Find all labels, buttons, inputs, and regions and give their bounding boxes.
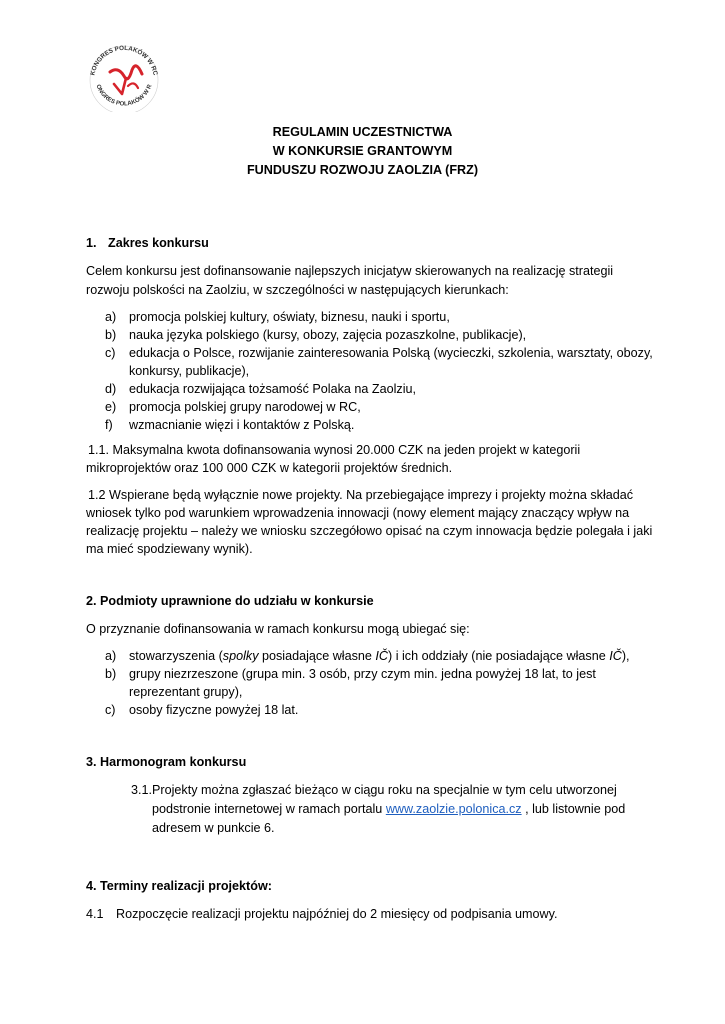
logo-ring-bottom-text: ONGRES POLAKÓW W R — [94, 83, 154, 108]
kongres-logo — [80, 40, 170, 112]
item-a-italic-1: spolky — [222, 649, 259, 663]
list-item-label: a) — [105, 649, 117, 663]
list-item-continuation: reprezentant grupy), — [129, 685, 243, 699]
title-line-3: FUNDUSZU ROZWOJU ZAOLZIA (FRZ) — [246, 163, 479, 177]
paragraph-4-1-number: 4.1 — [86, 907, 104, 921]
list-item-label: c) — [105, 346, 116, 360]
item-a-text-1: stowarzyszenia ( — [129, 649, 223, 663]
section-2-intro: O przyznanie dofinansowania w ramach konkursu mogą ubiegać się: — [86, 622, 470, 636]
paragraph-1-2-line-4: ma mieć spodziewany wynik). — [86, 542, 253, 556]
title-line-1: REGULAMIN UCZESTNICTWA — [272, 125, 453, 139]
section-1-intro-line-2: rozwoju polskości na Zaolziu, w szczególności w następujących kierunkach: — [86, 283, 509, 297]
paragraph-3-1-line-2 — [152, 800, 625, 819]
section-2-heading: 2. Podmioty uprawnione do udziału w konkursie — [86, 594, 374, 608]
paragraph-1-2-line-2: wniosek tylko pod warunkiem wprowadzenia innowacji (nowy element mający znaczący wpływ na — [86, 506, 630, 520]
list-item: nauka języka polskiego (kursy, obozy, zajęcia pozaszkolne, publikacje), — [129, 328, 527, 342]
list-item-label: e) — [105, 400, 117, 414]
list-item-label: c) — [105, 703, 116, 717]
section-1-intro-line-1: Celem konkursu jest dofinansowanie najlepszych inicjatyw skierowanych na realizację strategii — [86, 264, 614, 278]
list-item: promocja polskiej kultury, oświaty, biznesu, nauki i sportu, — [129, 310, 450, 324]
title-line-2: W KONKURSIE GRANTOWYM — [272, 144, 453, 158]
paragraph-1-1-line-2: mikroprojektów oraz 100 000 CZK w kategorii projektów średnich. — [86, 461, 453, 475]
item-a-italic-3: IČ — [609, 649, 622, 663]
list-item-continuation: konkursy, publikacje), — [129, 364, 250, 378]
paragraph-3-1-number: 3.1. — [131, 783, 153, 797]
list-item-label: b) — [105, 328, 117, 342]
section-1-number: 1. — [86, 236, 97, 250]
list-item — [129, 647, 630, 666]
list-item: promocja polskiej grupy narodowej w RC, — [129, 400, 361, 414]
list-item-label: d) — [105, 382, 117, 396]
logo-ring-top-text: KONGRES POLAKÓW W RC — [89, 44, 159, 77]
paragraph-1-2-line-1: 1.2 Wspierane będą wyłącznie nowe projekty. Na przebiegające imprezy i projekty można składać — [88, 488, 634, 502]
item-a-text-4: ), — [621, 649, 630, 663]
section-1-heading: Zakres konkursu — [108, 236, 209, 250]
list-item: osoby fizyczne powyżej 18 lat. — [129, 703, 299, 717]
line-2-text-end: , lub listownie pod — [521, 802, 626, 816]
list-item: wzmacnianie więzi i kontaktów z Polską. — [129, 418, 355, 432]
line-2-text: podstronie internetowej w ramach portalu — [152, 802, 386, 816]
section-3-heading: 3. Harmonogram konkursu — [86, 755, 247, 769]
paragraph-1-2-line-3: realizację projektu – należy we wniosku szczegółowo opisać na czym innowacja będzie polegała i jaki — [86, 524, 653, 538]
portal-link[interactable]: www.zaolzie.polonica.cz — [385, 802, 522, 816]
list-item-label: b) — [105, 667, 117, 681]
item-a-text-2: posiadające własne — [258, 649, 376, 663]
item-a-italic-2: IČ — [375, 649, 389, 663]
paragraph-4-1-text: Rozpoczęcie realizacji projektu najpóźniej do 2 miesięcy od podpisania umowy. — [116, 907, 558, 921]
list-item: edukacja o Polsce, rozwijanie zainteresowania Polską (wycieczki, szkolenia, warsztaty, obozy, — [129, 346, 653, 360]
item-a-text-3: ) i ich oddziały (nie posiadające własne — [388, 649, 610, 663]
logo-emblem-icon — [80, 40, 170, 112]
list-item: grupy niezrzeszone (grupa min. 3 osób, przy czym min. jedna powyżej 18 lat, to jest — [129, 667, 596, 681]
section-4-heading: 4. Terminy realizacji projektów: — [86, 879, 272, 893]
paragraph-3-1-line-1: Projekty można zgłaszać bieżąco w ciągu roku na specjalnie w tym celu utworzonej — [152, 783, 617, 797]
paragraph-1-1-line-1: 1.1. Maksymalna kwota dofinansowania wynosi 20.000 CZK na jeden projekt w kategorii — [88, 443, 581, 457]
svg-text:KONGRES POLAKÓW W RC — [89, 45, 158, 77]
paragraph-3-1-line-3: adresem w punkcie 6. — [152, 821, 275, 835]
list-item-label: f) — [105, 418, 113, 432]
list-item-label: a) — [105, 310, 117, 324]
list-item: edukacja rozwijająca tożsamość Polaka na Zaolziu, — [129, 382, 416, 396]
